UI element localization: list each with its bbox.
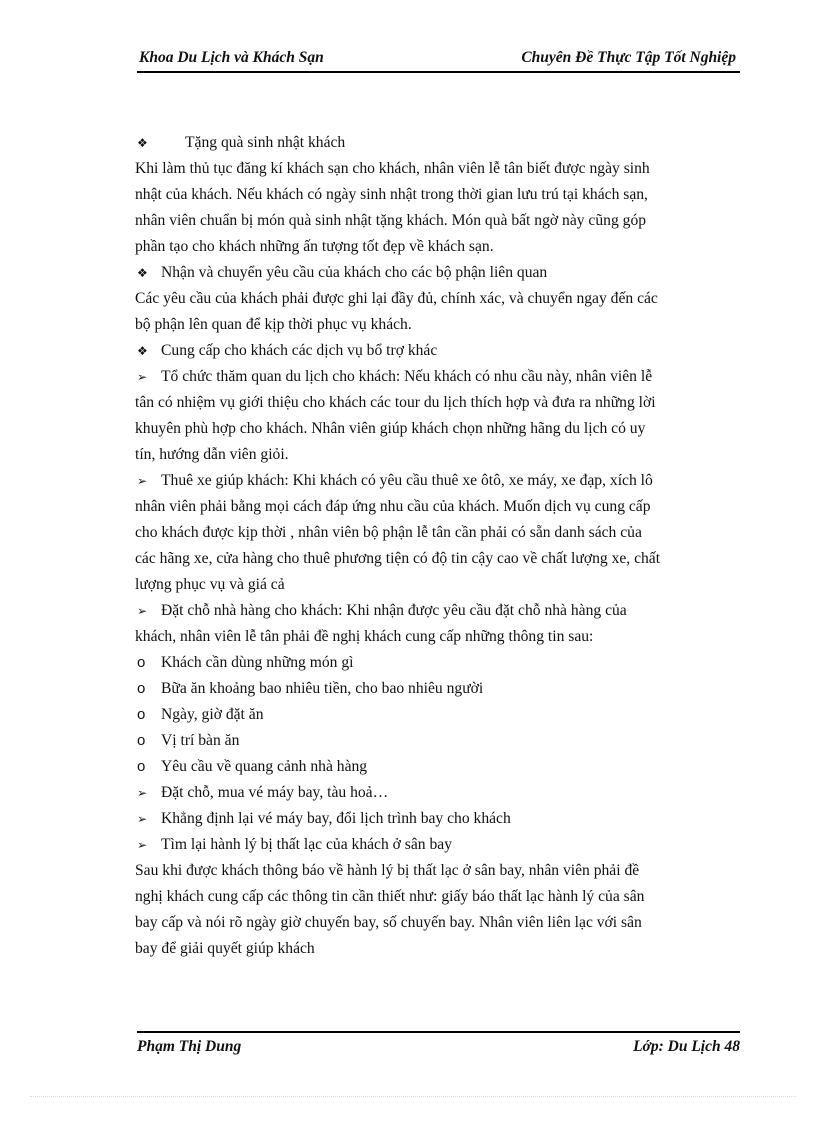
- line-text: Đặt chỗ, mua vé máy bay, tàu hoả…: [161, 784, 389, 801]
- line-text: Tìm lại hành lý bị thất lạc của khách ở sân bay: [161, 836, 453, 853]
- diamond-bullet-icon: ❖: [137, 266, 148, 280]
- paragraph-line: [135, 208, 735, 234]
- line-text: nhân viên phải bằng mọi cách đáp ứng nhu cầu của khách. Muốn dịch vụ cung cấp: [135, 498, 651, 515]
- paragraph-line: [135, 884, 735, 910]
- line-text: nhân viên chuẩn bị món quà sinh nhật tặng khách. Món quà bất ngờ này cũng góp: [135, 212, 647, 229]
- line-text: Sau khi được khách thông báo về hành lý bị thất lạc ở sân bay, nhân viên phải đề: [135, 862, 640, 879]
- line-text: nghị khách cung cấp các thông tin cần thiết như: giấy báo thất lạc hành lý của sân: [135, 888, 645, 905]
- list-item: [135, 728, 735, 754]
- diamond-bullet-icon: ❖: [137, 344, 148, 358]
- circle-bullet-icon: o: [137, 758, 146, 775]
- line-text: tín, hướng dẫn viên giỏi.: [135, 446, 289, 463]
- paragraph-line: [135, 390, 735, 416]
- line-text: bay để giải quyết giúp khách: [135, 940, 315, 957]
- arrow-bullet-icon: ➢: [137, 604, 148, 618]
- paragraph-line: [135, 494, 735, 520]
- paragraph-line: [135, 624, 735, 650]
- page-header: [137, 47, 740, 73]
- line-text: tân có nhiệm vụ giới thiệu cho khách các tour du lịch thích hợp và đưa ra những lời: [135, 394, 656, 411]
- header-faculty: Khoa Du Lịch và Khách Sạn: [139, 49, 324, 66]
- paragraph-line: [135, 910, 735, 936]
- line-text: Khách cần dùng những món gì: [161, 654, 354, 671]
- paragraph-line: [135, 416, 735, 442]
- paragraph-line: [135, 442, 735, 468]
- paragraph-line: [135, 520, 735, 546]
- circle-bullet-icon: o: [137, 680, 146, 697]
- line-text: Nhận và chuyển yêu cầu của khách cho các bộ phận liên quan: [161, 264, 548, 281]
- line-text: khách, nhân viên lễ tân phải đề nghị khách cung cấp những thông tin sau:: [135, 628, 594, 645]
- line-text: Cung cấp cho khách các dịch vụ bổ trợ khác: [161, 342, 438, 359]
- bullet-item: [135, 130, 735, 156]
- list-item: [135, 702, 735, 728]
- line-text: bay cấp và nói rõ ngày giờ chuyến bay, số chuyến bay. Nhân viên liên lạc với sân: [135, 914, 642, 931]
- list-item: [135, 754, 735, 780]
- header-report-title: Chuyên Đề Thực Tập Tốt Nghiệp: [521, 49, 736, 66]
- arrow-bullet-icon: ➢: [137, 370, 148, 384]
- diamond-bullet-icon: ❖: [137, 136, 148, 150]
- line-text: Thuê xe giúp khách: Khi khách có yêu cầu thuê xe ôtô, xe máy, xe đạp, xích lô: [161, 472, 653, 489]
- page-footer: [137, 1031, 740, 1061]
- paragraph-line: [135, 156, 735, 182]
- line-text: cho khách được kịp thời , nhân viên bộ phận lễ tân cần phải có sẵn danh sách của: [135, 524, 642, 541]
- line-text: Tổ chức thăm quan du lịch cho khách: Nếu khách có nhu cầu này, nhân viên lễ: [161, 368, 653, 385]
- page-edge-divider: [30, 1096, 796, 1097]
- bullet-item: [135, 806, 735, 832]
- bullet-item: [135, 364, 735, 390]
- paragraph-line: [135, 182, 735, 208]
- line-text: Khi làm thủ tục đăng kí khách sạn cho khách, nhân viên lễ tân biết được ngày sinh: [135, 160, 650, 177]
- paragraph-line: [135, 546, 735, 572]
- paragraph-line: [135, 286, 735, 312]
- paragraph-line: [135, 572, 735, 598]
- line-text: bộ phận lên quan để kịp thời phục vụ khách.: [135, 316, 412, 333]
- bullet-item: [135, 260, 735, 286]
- list-item: [135, 676, 735, 702]
- list-item: [135, 650, 735, 676]
- bullet-item: [135, 780, 735, 806]
- line-text: lượng phục vụ và giá cả: [135, 576, 285, 593]
- line-text: Tặng quà sinh nhật khách: [185, 134, 346, 151]
- line-text: phần tạo cho khách những ấn tượng tốt đẹp về khách sạn.: [135, 238, 494, 255]
- paragraph-line: [135, 234, 735, 260]
- line-text: nhật của khách. Nếu khách có ngày sinh nhật trong thời gian lưu trú tại khách sạn,: [135, 186, 648, 203]
- line-text: khuyên phù hợp cho khách. Nhân viên giúp khách chọn những hãng du lịch có uy: [135, 420, 646, 437]
- bullet-item: [135, 598, 735, 624]
- circle-bullet-icon: o: [137, 732, 146, 749]
- footer-author: Phạm Thị Dung: [137, 1038, 242, 1055]
- arrow-bullet-icon: ➢: [137, 474, 148, 488]
- paragraph-line: [135, 858, 735, 884]
- document-body: [135, 130, 735, 962]
- line-text: Ngày, giờ đặt ăn: [161, 706, 264, 723]
- line-text: Bữa ăn khoảng bao nhiêu tiền, cho bao nhiêu người: [161, 680, 484, 697]
- line-text: Đặt chỗ nhà hàng cho khách: Khi nhận được yêu cầu đặt chỗ nhà hàng của: [161, 602, 627, 619]
- circle-bullet-icon: o: [137, 654, 146, 671]
- arrow-bullet-icon: ➢: [137, 786, 148, 800]
- footer-class: Lớp: Du Lịch 48: [633, 1038, 740, 1055]
- line-text: Yêu cầu về quang cảnh nhà hàng: [161, 758, 368, 775]
- circle-bullet-icon: o: [137, 706, 146, 723]
- bullet-item: [135, 468, 735, 494]
- line-text: Vị trí bàn ăn: [161, 732, 240, 749]
- bullet-item: [135, 832, 735, 858]
- line-text: Khẳng định lại vé máy bay, đổi lịch trình bay cho khách: [161, 810, 511, 827]
- paragraph-line: [135, 936, 735, 962]
- line-text: Các yêu cầu của khách phải được ghi lại đầy đủ, chính xác, và chuyển ngay đến các: [135, 290, 658, 307]
- arrow-bullet-icon: ➢: [137, 838, 148, 852]
- paragraph-line: [135, 312, 735, 338]
- line-text: các hãng xe, cửa hàng cho thuê phương tiện có độ tin cậy cao về chất lượng xe, chất: [135, 550, 661, 567]
- arrow-bullet-icon: ➢: [137, 812, 148, 826]
- bullet-item: [135, 338, 735, 364]
